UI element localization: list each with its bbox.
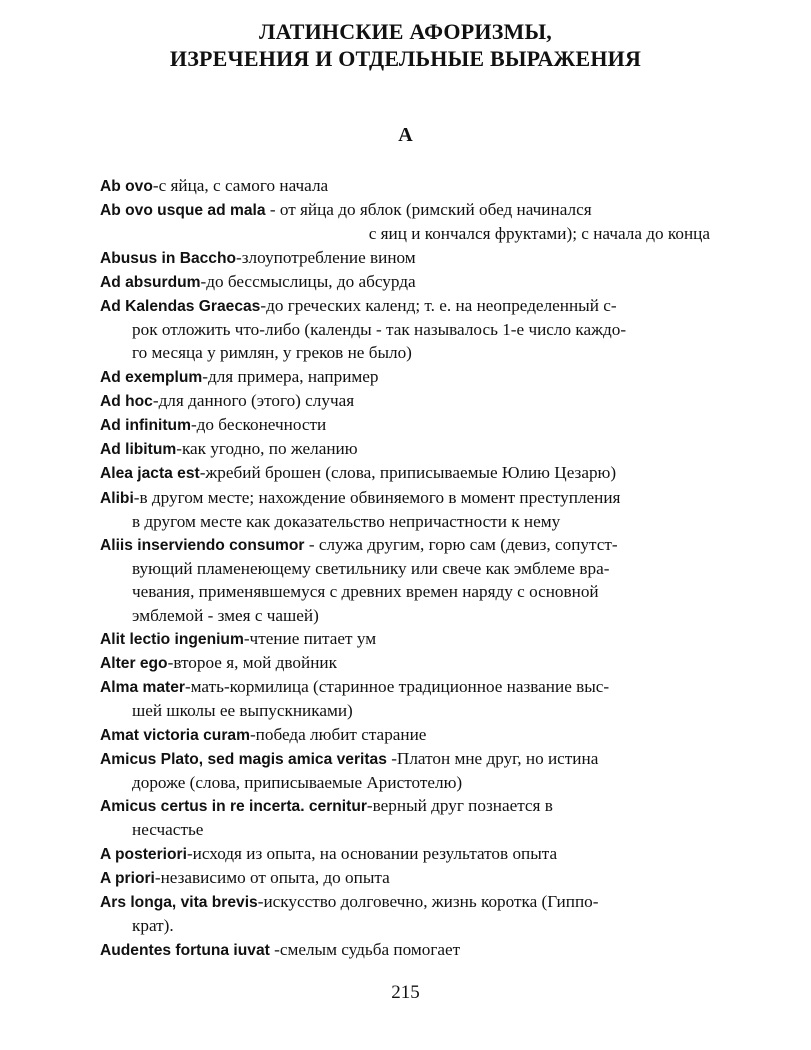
- entry-term: Amicus Plato, sed magis amica veritas: [100, 750, 387, 768]
- entry-definition: го месяца у римлян, у греков не было): [132, 343, 412, 363]
- entry-line: [100, 747, 712, 771]
- entry-definition: -жребий брошен (слова, приписываемые Юлию Цезарю): [199, 463, 617, 483]
- entry-definition: несчастье: [132, 820, 204, 840]
- entry-line: [100, 890, 712, 914]
- entry-term: Aliis inserviendo consumor: [100, 537, 305, 555]
- entry-definition: в другом месте как доказательство непричастности к нему: [132, 511, 561, 531]
- entry-term: Ab ovo: [100, 178, 153, 195]
- entry-line: [100, 198, 712, 222]
- entry-definition: -второе я, мой двойник: [167, 653, 337, 673]
- entry-line: [100, 842, 712, 866]
- entry-term: Ad infinitum: [100, 417, 191, 435]
- list-item: [100, 675, 712, 722]
- list-item: [100, 938, 712, 962]
- entry-definition: -злоупотребление вином: [236, 247, 416, 267]
- list-item: [100, 866, 712, 890]
- entry-definition: рок отложить что-либо (календы - так называлось 1-е число каждо-: [132, 320, 627, 340]
- entry-definition: с яиц и кончался фруктами); с начала до конца: [368, 224, 710, 244]
- list-item: [100, 198, 712, 245]
- entry-line: [100, 510, 712, 533]
- entry-line: [100, 675, 712, 699]
- entry-term: Ad hoc: [100, 392, 153, 410]
- page-title: [0, 18, 811, 72]
- entry-line: [100, 627, 712, 651]
- entry-line: [100, 246, 712, 270]
- list-item: [100, 461, 712, 485]
- entry-definition: -в другом месте; нахождение обвиняемого в момент преступления: [133, 487, 621, 507]
- entry-definition: -для примера, например: [202, 366, 379, 386]
- entry-term: Abusus in Baccho: [100, 249, 237, 267]
- list-item: [100, 533, 712, 627]
- entry-definition: - служа другим, горю сам (девиз, сопутст-: [304, 535, 618, 555]
- list-item: [100, 246, 712, 270]
- entry-definition: -для данного (этого) случая: [152, 390, 355, 410]
- entry-line: [100, 651, 712, 675]
- entry-definition: -с яйца, с самого начала: [152, 176, 329, 195]
- list-item: [100, 270, 712, 294]
- entry-definition: -верный друг познается в: [366, 796, 553, 816]
- entry-definition: -как угодно, по желанию: [176, 439, 358, 459]
- entry-term: A priori: [100, 869, 155, 887]
- list-item: [100, 627, 712, 651]
- entry-line: [100, 771, 712, 794]
- entry-term: Ab ovo usque ad mala: [100, 202, 266, 220]
- entry-line: [100, 723, 712, 747]
- entry-term: Alma mater: [100, 679, 185, 697]
- entry-definition: чевания, применявшемуся с древних времен наряду с основной: [132, 582, 599, 602]
- entry-definition: -до бессмыслицы, до абсурда: [200, 271, 416, 291]
- entry-term: Amat victoria curam: [100, 726, 250, 744]
- list-item: [100, 294, 712, 365]
- entry-term: Alit lectio ingenium: [100, 630, 244, 648]
- list-item: [100, 365, 712, 389]
- entry-term: Ad exemplum: [100, 368, 203, 386]
- entry-definition: -до бесконечности: [190, 415, 327, 435]
- entry-line: [100, 174, 712, 198]
- entry-line: [100, 557, 712, 580]
- entry-definition: -мать-кормилица (старинное традиционное название выс-: [184, 677, 610, 697]
- entry-line: [100, 818, 712, 841]
- page-number: 215: [391, 982, 420, 1003]
- entry-line: [100, 914, 712, 937]
- entry-line: [100, 580, 712, 603]
- list-item: [100, 651, 712, 675]
- entry-line: [100, 389, 712, 413]
- entry-term: Ad Kalendas Graecas: [100, 298, 261, 316]
- entry-term: Alea jacta est: [100, 465, 200, 483]
- list-item: [100, 486, 712, 533]
- entry-line: [100, 341, 712, 364]
- entry-term: Ad libitum: [100, 441, 177, 459]
- list-item: [100, 723, 712, 747]
- entry-line: [100, 604, 712, 627]
- list-item: [100, 842, 712, 866]
- entry-line: [100, 222, 712, 245]
- entry-definition: шей школы ее выпускниками): [132, 701, 353, 721]
- entry-definition: -искусство долговечно, жизнь коротка (Гиппо-: [257, 892, 599, 912]
- entry-term: Ars longa, vita brevis: [100, 894, 258, 912]
- entry-term: Audentes fortuna iuvat: [100, 941, 270, 959]
- entry-line: [100, 699, 712, 722]
- list-item: [100, 794, 712, 841]
- section-letter: А: [398, 124, 413, 146]
- entry-line: [100, 938, 712, 962]
- entry-line: [100, 437, 712, 461]
- entry-definition: дороже (слова, приписываемые Аристотелю): [132, 773, 463, 793]
- list-item: [100, 389, 712, 413]
- entry-term: Amicus certus in re incerta. cernitur: [100, 798, 367, 816]
- entry-definition: эмблемой - змея с чашей): [132, 605, 319, 625]
- entry-definition: крат).: [132, 916, 174, 936]
- entry-line: [100, 866, 712, 890]
- entry-list: [100, 174, 712, 962]
- entry-line: [100, 486, 712, 510]
- entry-line: [100, 294, 712, 318]
- list-item: [100, 174, 712, 198]
- entry-term: Alter ego: [100, 655, 168, 673]
- entry-term: Ad absurdum: [100, 273, 201, 291]
- entry-line: [100, 365, 712, 389]
- list-item: [100, 413, 712, 437]
- list-item: [100, 437, 712, 461]
- entry-definition: -победа любит старание: [249, 724, 427, 744]
- entry-term: Alibi: [100, 489, 134, 507]
- title-line-2: ИЗРЕЧЕНИЯ И ОТДЕЛЬНЫЕ ВЫРАЖЕНИЯ: [169, 46, 642, 71]
- entry-line: [100, 533, 712, 557]
- list-item: [100, 890, 712, 937]
- entry-definition: -Платон мне друг, но истина: [386, 748, 599, 768]
- entry-line: [100, 270, 712, 294]
- entry-definition: -исходя из опыта, на основании результатов опыта: [186, 843, 558, 863]
- entry-line: [100, 461, 712, 485]
- entry-term: A posteriori: [100, 845, 187, 863]
- entry-definition: - от яйца до яблок (римский обед начинался: [265, 200, 592, 220]
- entry-definition: -чтение питает ум: [243, 628, 377, 648]
- title-line-1: ЛАТИНСКИЕ АФОРИЗМЫ,: [259, 19, 552, 44]
- entry-definition: вующий пламенеющему светильнику или свече как эмблеме вра-: [132, 559, 610, 579]
- entry-definition: -независимо от опыта, до опыта: [154, 867, 390, 887]
- entry-line: [100, 318, 712, 341]
- list-item: [100, 747, 712, 794]
- entry-line: [100, 413, 712, 437]
- entry-definition: -до греческих календ; т. е. на неопределенный с-: [260, 296, 617, 316]
- entry-definition: -смелым судьба помогает: [269, 939, 461, 959]
- entry-line: [100, 794, 712, 818]
